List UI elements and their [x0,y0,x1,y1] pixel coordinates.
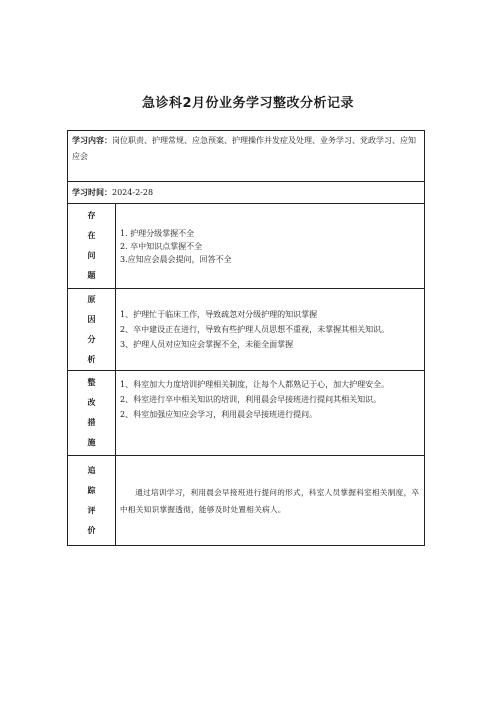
section-line: 2、卒中建设正在进行，导致有些护理人员思想不重视，未掌握其相关知识。 [120,325,390,334]
section-line: 通过培训学习，利用晨会早接班进行提问的形式，科室人员掌握科室相关制度，卒中相关知识掌握透彻，能够及时处置相关病人。 [120,487,420,514]
section-line: 2、科室加强应知应会学习，利用晨会早接班进行提问。 [120,410,318,419]
section-label-cell [68,204,116,288]
section-line: 3、护理人员对应知应会掌握不全，未能全面掌握 [120,340,294,349]
study-content-row [68,131,424,181]
section-content [116,204,424,288]
section-label-char: 评 [87,505,96,515]
section-label-char: 析 [87,354,96,364]
section-content [116,456,424,545]
section-label-cell [68,456,116,545]
study-time-value: 2024-2-28 [112,187,154,197]
section-label-char: 因 [87,314,96,324]
section-content [116,371,424,455]
section-label [88,373,96,453]
section-line: 2. 卒中知识点掌握不全 [120,241,203,251]
study-time-label: 学习时间： [72,187,112,197]
section-label-cell [68,289,116,370]
section-line: 3.应知应会晨会提问，回答不全 [120,254,232,264]
section-label-char: 施 [87,438,96,447]
study-time-cell [68,182,424,203]
section-content [116,289,424,370]
section-measures [68,370,424,455]
study-time-row [68,181,424,203]
section-label-char: 问 [87,251,96,260]
section-label-char: 分 [87,334,96,344]
section-label-char: 存 [87,211,96,220]
section-label-char: 在 [87,231,96,240]
study-content-label: 学习内容： [72,136,112,145]
page-title: 急诊科2月份业务学习整改分析记录 [141,96,355,111]
section-line: 1、科室加大力度培训护理相关制度，让每个人都熟记于心，加大护理安全。 [120,380,390,389]
section-problems [68,203,424,288]
section-line: 1、护理忙于临床工作，导致疏忽对分级护理的知识掌握 [120,310,318,319]
section-label [88,206,96,286]
section-label-char: 原 [87,294,96,304]
section-line: 1. 护理分级掌握不全 [120,228,195,238]
section-label-char: 追 [87,465,96,475]
section-label-char: 价 [87,525,96,535]
section-causes [68,288,424,370]
section-label-char: 改 [87,398,96,407]
section-line: 2、科室进行卒中相关知识的培训，利用晨会早接班进行提问其相关知识。 [120,395,382,404]
study-content-value: 岗位职责、护理常规、应急预案、护理操作并发症及处理、业务学习、党政学习、应知应会 [72,136,416,161]
section-label [88,290,96,370]
section-evaluation [68,455,424,545]
section-label-cell [68,371,116,455]
section-label-char: 整 [87,378,96,387]
section-label-char: 措 [87,418,96,427]
record-table [67,130,425,546]
section-label-char: 踪 [87,485,96,495]
section-label [88,461,96,541]
study-content-cell [68,131,424,181]
section-label-char: 题 [87,271,96,280]
